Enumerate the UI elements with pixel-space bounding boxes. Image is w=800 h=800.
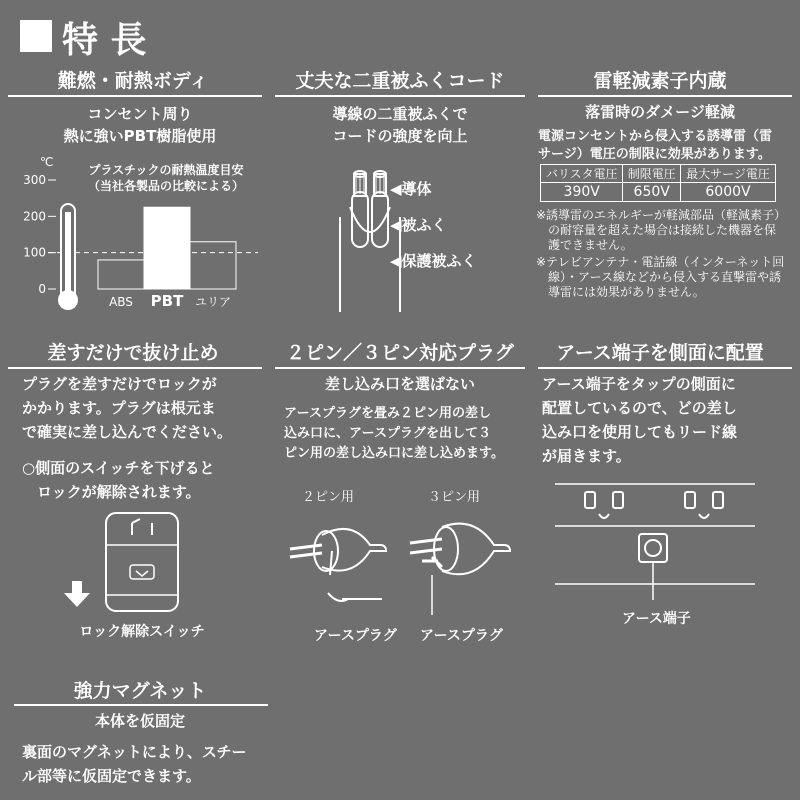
bar-1 <box>144 207 190 289</box>
y-tick-label: 300 <box>23 173 46 187</box>
magnet-title-rule <box>14 704 268 706</box>
earth-terminal-icon <box>639 534 667 562</box>
lock-body-3: で確実に差し込んでください。 <box>22 423 233 441</box>
surge-note-1: ※誘導雷のエネルギーが軽減部品（軽減素子） <box>536 208 787 222</box>
x-tick-label: ABS <box>109 295 133 309</box>
varistor-voltage-header: バリスタ電圧 <box>541 165 623 183</box>
lock-release-switch-illustration <box>60 505 200 615</box>
pin-section-title: ２ピン／３ピン対応プラグ <box>285 342 515 364</box>
surge-desc-2: サージ）電圧の制限に効果があります。 <box>538 147 771 162</box>
earth-body-2: 配置しているので、どの差し <box>542 399 737 417</box>
pin-body-3: ピン用の差し込み口に差し込めます。 <box>284 446 504 461</box>
limit-voltage-value: 650V <box>623 183 681 202</box>
earth-section-title: アース端子を側面に配置 <box>556 342 764 364</box>
pin-title-rule <box>275 367 525 369</box>
lock-section-title: 差すだけで抜け止め <box>47 342 219 364</box>
earth-plug-label-2: アースプラグ <box>420 628 503 644</box>
y-tick-label: 200 <box>23 209 46 224</box>
coating-label: ◀被ふく <box>390 216 447 234</box>
three-pin-label: ３ピン用 <box>428 490 481 505</box>
flame-section-title: 難燃・耐熱ボディ <box>57 70 209 92</box>
magnet-section-title: 強力マグネット <box>73 680 207 702</box>
magnet-sub: 本体を仮固定 <box>94 712 186 730</box>
lock-title-rule <box>8 367 262 369</box>
three-pin-plug-illustration <box>402 505 522 615</box>
max-surge-voltage-value: 6000V <box>680 183 775 202</box>
earth-terminal-caption: アース端子 <box>622 611 691 627</box>
bar-2 <box>190 242 236 289</box>
chart-caption-2: （当社各製品の比較による） <box>87 179 245 193</box>
down-arrow-icon <box>64 581 90 607</box>
coat-section-title: 丈夫な二重被ふくコード <box>295 70 505 92</box>
earth-body-4: が届きます。 <box>542 447 631 465</box>
protective-coating-label: ◀保護被ふく <box>390 252 477 270</box>
varistor-voltage-value: 390V <box>541 183 623 202</box>
lock-release-caption: ロック解除スイッチ <box>79 624 205 640</box>
lock-body-2: かかります。プラグは根元ま <box>22 399 216 417</box>
y-tick-label: 100 <box>23 245 46 260</box>
earth-terminal-illustration <box>555 480 755 600</box>
surge-section-title: 雷軽減素子内蔵 <box>593 70 727 92</box>
earth-title-rule <box>538 367 792 369</box>
bar-0 <box>98 260 144 289</box>
max-surge-voltage-header: 最大サージ電圧 <box>680 165 775 183</box>
pin-sub: 差し込み口を選ばない <box>324 375 476 393</box>
surge-desc-1: 電源コンセントから侵入する誘導雷（雷 <box>538 129 773 144</box>
lock-body-1: プラグを差すだけでロックが <box>22 375 217 393</box>
magnet-body-1: 裏面のマグネットにより、スチー <box>22 743 247 761</box>
flame-sub-2: 熱に強いPBT樹脂使用 <box>63 127 217 145</box>
x-tick-label: PBT <box>150 292 184 310</box>
thermometer-icon <box>58 204 78 310</box>
y-tick-label: 0 <box>38 282 46 296</box>
surge-note-4: ※テレビアンテナ・電話線（インターネット回 <box>536 255 785 269</box>
surge-title-rule <box>538 95 792 97</box>
lock-note-1: ○側面のスイッチを下げると <box>22 459 215 477</box>
flame-sub-1: コンセント周り <box>87 105 193 123</box>
lock-note-2: ロックが解除されます。 <box>22 483 201 501</box>
conductor-label: ◀導体 <box>390 180 432 198</box>
x-tick-label: ユリア <box>194 295 232 309</box>
limit-voltage-header: 制限電圧 <box>623 165 681 183</box>
coat-title-rule <box>275 95 525 97</box>
coat-sub-2: コードの強度を向上 <box>332 127 468 145</box>
title-square-icon <box>20 20 52 52</box>
flame-title-rule <box>8 95 262 97</box>
surge-note-5: 線）・アース線などから侵入する直撃雷や誘 <box>536 270 782 284</box>
earth-plug-label-1: アースプラグ <box>314 628 397 644</box>
chart-caption-1: プラスチックの耐熱温度目安 <box>88 163 244 177</box>
surge-note-2: の耐容量を超えた場合は接続した機器を保 <box>536 223 777 237</box>
earth-body-3: 込み口を使用してもリード線 <box>542 423 738 441</box>
surge-note-3: 護できません。 <box>536 238 633 252</box>
surge-spec-table <box>540 164 776 202</box>
surge-note-6: 導雷には効果がありません。 <box>536 285 705 299</box>
earth-body-1: アース端子をタップの側面に <box>542 375 736 393</box>
heat-resistance-chart <box>0 152 270 312</box>
two-pin-plug-illustration <box>282 505 392 615</box>
page-title: 特 長 <box>62 20 147 61</box>
coat-sub-1: 導線の二重被ふくで <box>332 105 468 123</box>
magnet-body-2: ル部等に仮固定できます。 <box>22 767 201 785</box>
two-pin-label: ２ピン用 <box>302 490 355 505</box>
chart-unit-label: ℃ <box>40 155 54 169</box>
pin-body-2: 込み口に、アースプラグを出して３ <box>284 426 491 441</box>
surge-sub: 落雷時のダメージ軽減 <box>585 103 735 121</box>
pin-body-1: アースプラグを畳み２ピン用の差し <box>284 406 491 421</box>
